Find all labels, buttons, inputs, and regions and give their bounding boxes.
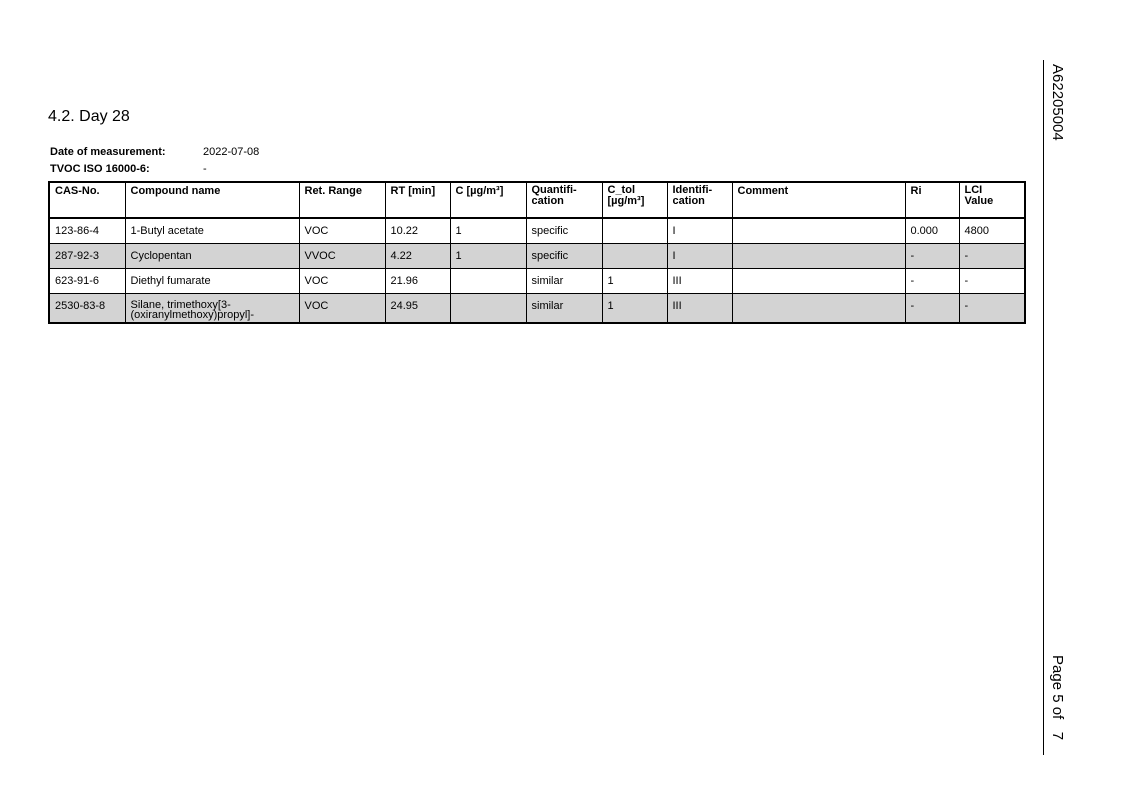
cell-quantification: specific: [526, 218, 602, 243]
cell-concentration: [450, 293, 526, 323]
cell-comment: [732, 268, 905, 293]
cell-compound: [125, 293, 299, 323]
measurement-date-label: Date of measurement:: [50, 146, 166, 158]
cell-identification: III: [667, 293, 732, 323]
header-identification: [667, 182, 732, 218]
cell-ri: -: [905, 293, 959, 323]
cell-cas: 2530-83-8: [49, 293, 125, 323]
cell-quantification: similar: [526, 293, 602, 323]
table-row: [49, 268, 1025, 293]
cell-identification: I: [667, 243, 732, 268]
cell-comment: [732, 218, 905, 243]
table-row: [49, 293, 1025, 323]
cell-concentration: [450, 268, 526, 293]
cell-rt: 4.22: [385, 243, 450, 268]
cell-cas: 287-92-3: [49, 243, 125, 268]
header-compound: Compound name: [125, 182, 299, 218]
table-row: [49, 218, 1025, 243]
cell-comment: [732, 293, 905, 323]
header-quantification-line2: cation: [531, 195, 564, 207]
header-lci: [959, 182, 1025, 218]
cell-compound: Cyclopentan: [125, 243, 299, 268]
tvoc-row: [50, 163, 207, 175]
header-lci-line2: Value: [964, 195, 994, 207]
cell-identification: III: [667, 268, 732, 293]
header-identification-line2: cation: [672, 195, 705, 207]
cell-rt: 10.22: [385, 218, 450, 243]
header-lci-line1: LCI: [964, 184, 983, 196]
cell-ri: -: [905, 243, 959, 268]
cell-ret-range: VOC: [299, 268, 385, 293]
cell-concentration: 1: [450, 218, 526, 243]
table-header-row: [49, 182, 1025, 218]
header-ctol-line2: [µg/m³]: [607, 195, 645, 207]
tvoc-value: -: [203, 163, 207, 175]
document-id: A62205004: [1049, 64, 1066, 141]
header-rt: RT [min]: [385, 182, 450, 218]
header-ri: Ri: [905, 182, 959, 218]
cell-ri: -: [905, 268, 959, 293]
cell-compound-line2: (oxiranylmethoxy)propyl]-: [130, 308, 254, 321]
cell-ret-range: VOC: [299, 293, 385, 323]
cell-quantification: specific: [526, 243, 602, 268]
tvoc-label: TVOC ISO 16000-6:: [50, 163, 150, 175]
cell-ctol: 1: [602, 268, 667, 293]
cell-lci: 4800: [959, 218, 1025, 243]
cell-identification: I: [667, 218, 732, 243]
cell-lci: -: [959, 243, 1025, 268]
header-concentration: C [µg/m³]: [450, 182, 526, 218]
cell-ret-range: VVOC: [299, 243, 385, 268]
cell-lci: -: [959, 293, 1025, 323]
page-number: Page 5 of 7: [1049, 655, 1066, 741]
table-row: [49, 243, 1025, 268]
cell-rt: 21.96: [385, 268, 450, 293]
header-comment: Comment: [732, 182, 905, 218]
header-quantification: [526, 182, 602, 218]
header-ctol: [602, 182, 667, 218]
section-title: 4.2. Day 28: [48, 108, 130, 125]
cell-ri: 0.000: [905, 218, 959, 243]
cell-cas: 123-86-4: [49, 218, 125, 243]
cell-ctol: 1: [602, 293, 667, 323]
header-identification-line1: Identifi-: [672, 184, 713, 196]
header-ctol-line1: C_tol: [607, 184, 635, 196]
header-cas: CAS-No.: [49, 182, 125, 218]
cell-cas: 623-91-6: [49, 268, 125, 293]
cell-ctol: [602, 243, 667, 268]
cell-compound: Diethyl fumarate: [125, 268, 299, 293]
cell-ret-range: VOC: [299, 218, 385, 243]
margin-rule: [1043, 60, 1044, 755]
measurement-date-value: 2022-07-08: [203, 146, 260, 158]
compound-table: [48, 181, 1026, 324]
cell-compound: 1-Butyl acetate: [125, 218, 299, 243]
cell-compound-line1: Silane, trimethoxy[3-: [130, 298, 231, 311]
measurement-date-row: [50, 146, 260, 158]
cell-rt: 24.95: [385, 293, 450, 323]
cell-lci: -: [959, 268, 1025, 293]
cell-quantification: similar: [526, 268, 602, 293]
header-quantification-line1: Quantifi-: [531, 184, 577, 196]
header-ret-range: Ret. Range: [299, 182, 385, 218]
cell-concentration: 1: [450, 243, 526, 268]
cell-comment: [732, 243, 905, 268]
cell-ctol: [602, 218, 667, 243]
